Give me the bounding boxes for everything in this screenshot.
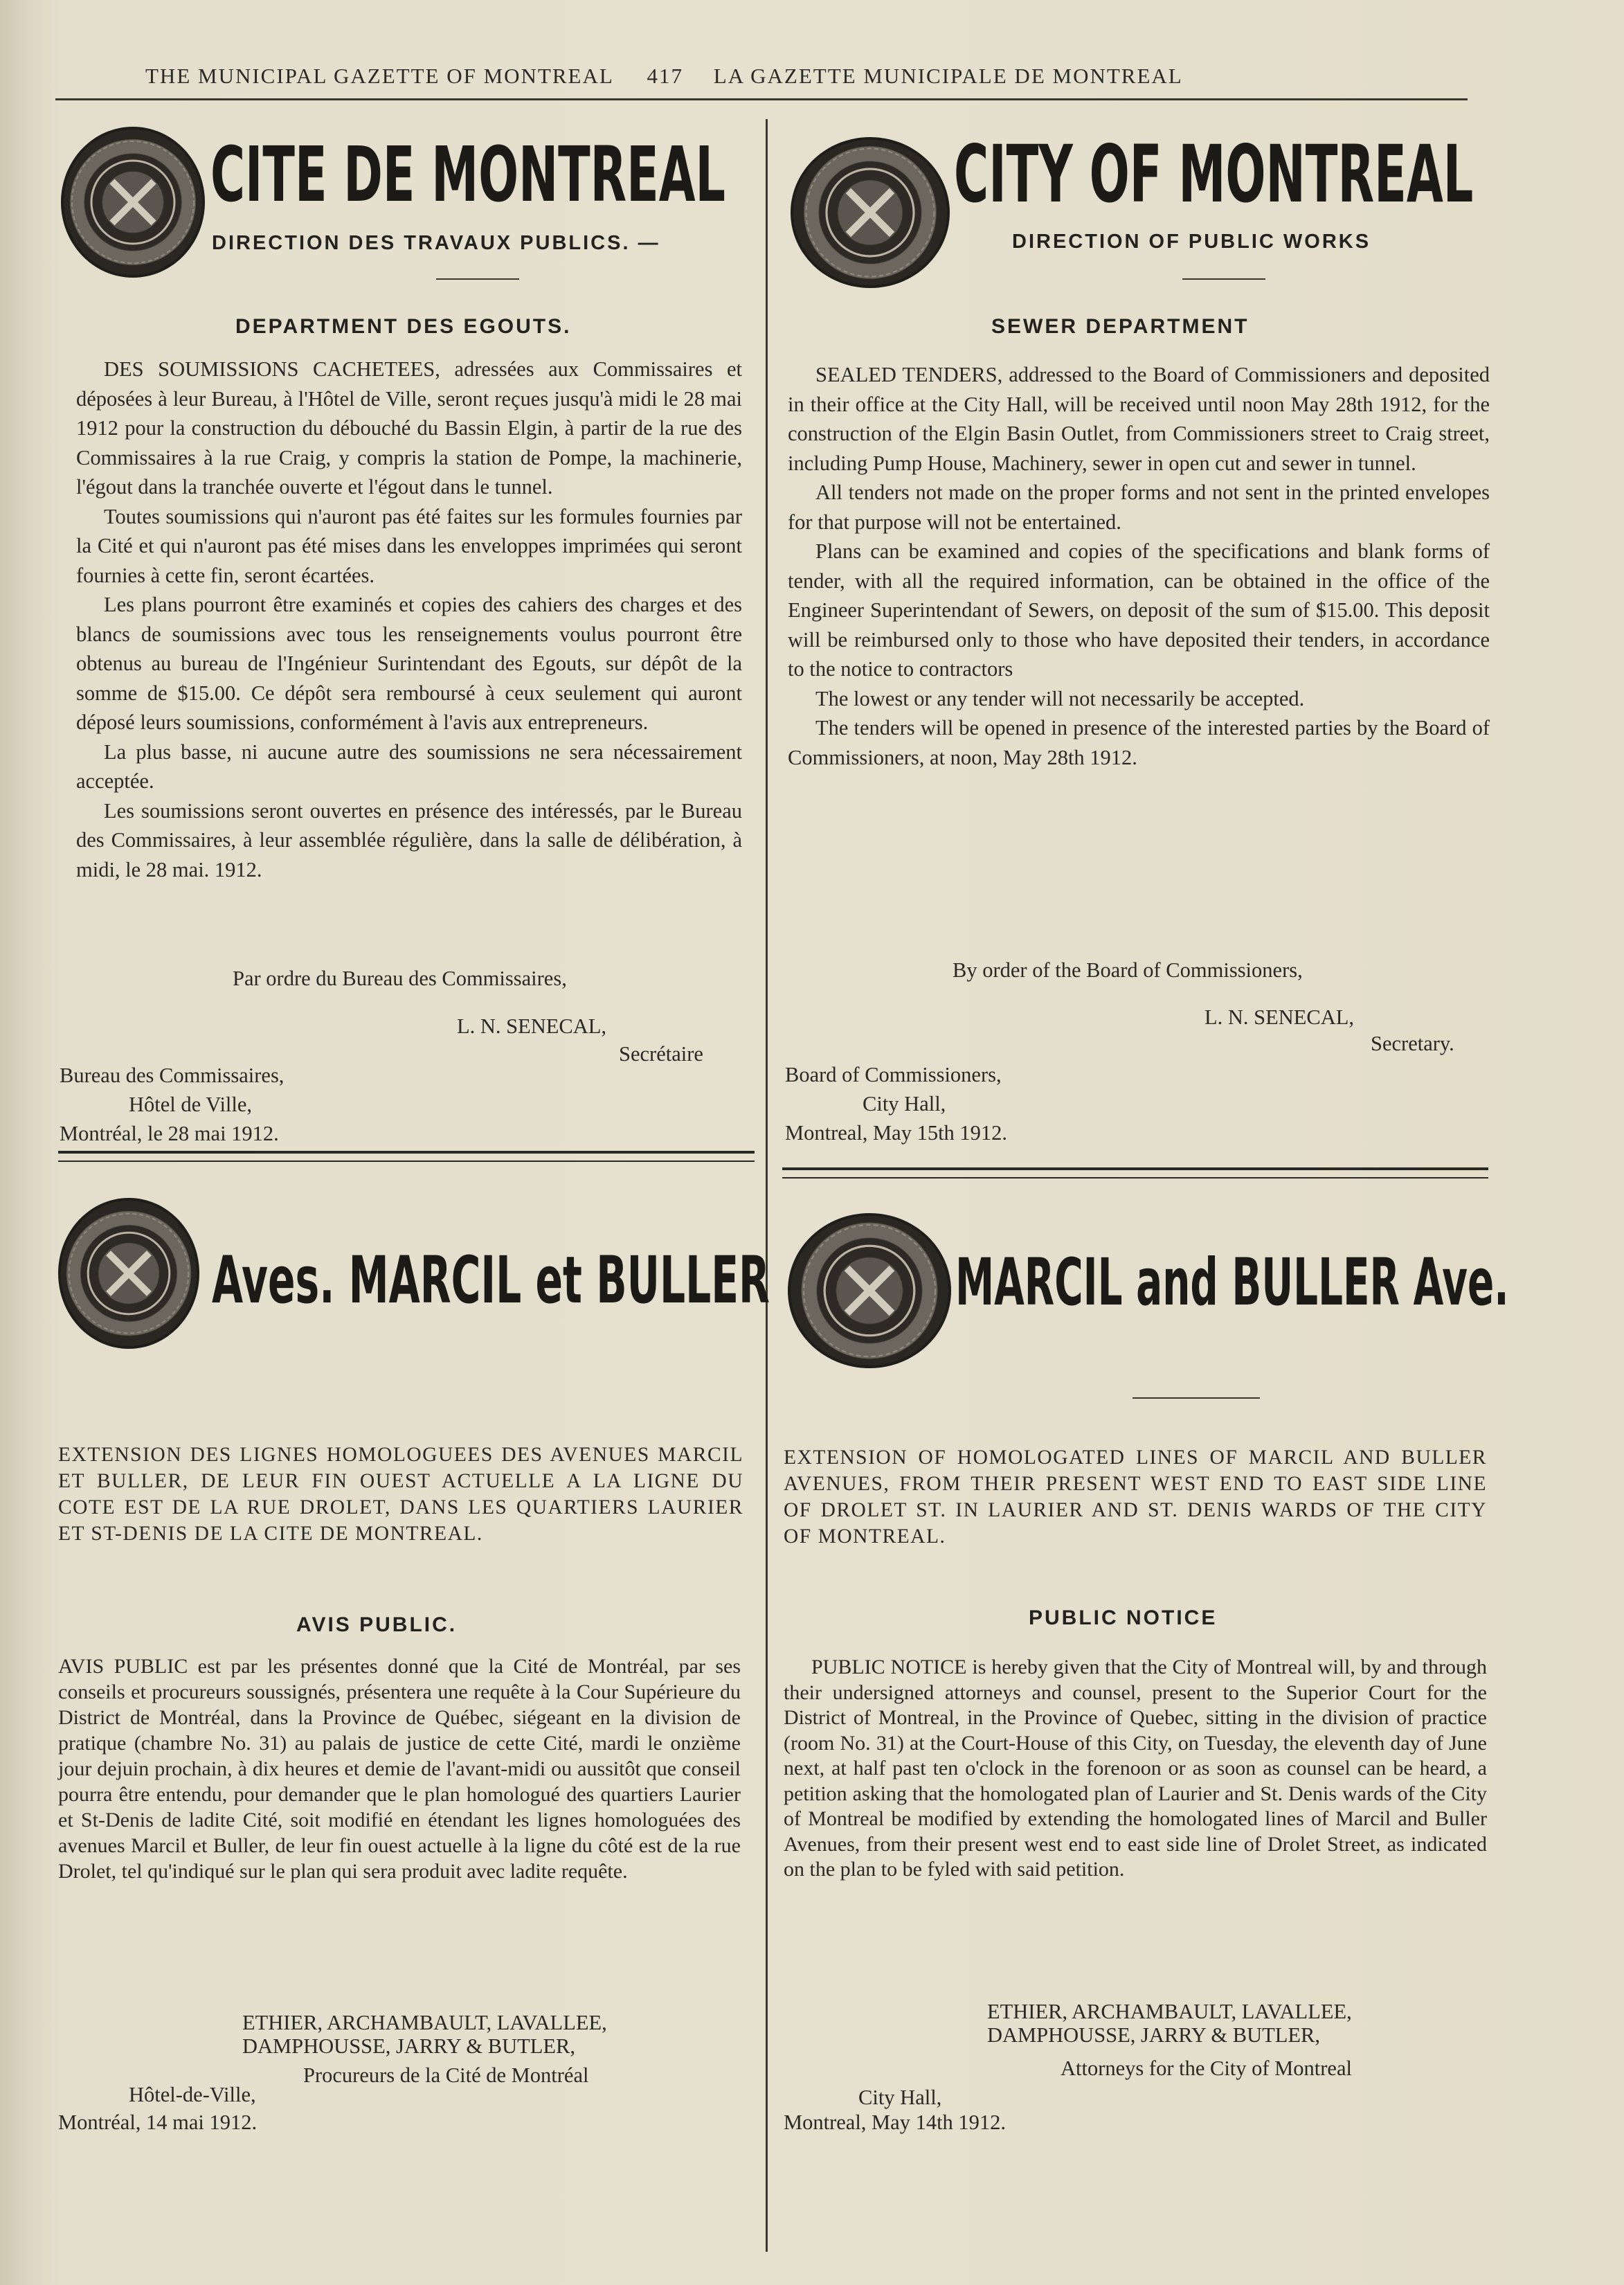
fr-avenues-body	[58, 1654, 741, 1884]
fr-works-body	[76, 355, 742, 884]
fr-avenues-date: Montréal, 14 mai 1912.	[58, 2111, 258, 2134]
paragraph: La plus basse, ni aucune autre des soumissions ne sera nécessairement acceptée.	[76, 740, 742, 793]
notice-separator	[58, 1151, 755, 1162]
paragraph: DES SOUMISSIONS CACHETEES, adressées aux Commissaires et déposées à leur Bureau, à l'Hôtel de Ville, seront reçues jusqu'à midi le 28 mai 1912 pour la construction du débouché du Bassin Elgin, à partir de la rue des Commissaires à la rue Craig, y compris la station de Pompe, la machinerie, l'égout dans la tranchée ouverte et l'égout dans le tunnel.	[76, 357, 742, 499]
fr-avenues-place: Hôtel-de-Ville,	[129, 2083, 256, 2106]
en-avenues-heading: PUBLIC NOTICE	[1029, 1606, 1218, 1629]
en-avenues-signers: ETHIER, ARCHAMBAULT, LAVALLEE,	[987, 2000, 1352, 2023]
en-avenues-body	[784, 1655, 1487, 1883]
en-avenues-caps: EXTENSION OF HOMOLOGATED LINES OF MARCIL AND BULLER AVENUES, FROM THEIR PRESENT WEST END TO EAST SIDE LINE OF DROLET ST. IN LAURIER AND ST. DENIS WARDS OF THE CITY OF MONTREAL.	[784, 1446, 1487, 1548]
fr-avenues-title: Aves. MARCIL et BULLER	[212, 1243, 770, 1318]
paragraph: The lowest or any tender will not necessarily be accepted.	[815, 686, 1305, 710]
paragraph: SEALED TENDERS, addressed to the Board of Commissioners and deposited in their office at the City Hall, will be received until noon May 28th 1912, for the construction of the Elgin Basin Outlet, from Commissioners street to Craig street, including Pump House, Machinery, sewer in open cut and sewer in tunnel.	[788, 363, 1490, 475]
en-works-place: Board of Commissioners,	[785, 1063, 1002, 1086]
fr-works-subtitle: DIRECTION DES TRAVAUX PUBLICS. —	[212, 232, 660, 254]
fr-works-title: CITE DE MONTREAL	[210, 130, 726, 219]
paragraph: Toutes soumissions qui n'auront pas été faites sur les formules fournies par la Cité et qui n'auront pas été mises dans les enveloppes imprimées qui seront fournies à cette fin, seront écartées.	[76, 504, 742, 587]
en-works-signer: L. N. SENECAL,	[1205, 1005, 1355, 1029]
en-works-subtitle: DIRECTION OF PUBLIC WORKS	[1012, 231, 1371, 253]
page-number: 417	[647, 64, 684, 88]
paragraph: PUBLIC NOTICE is hereby given that the City of Montreal will, by and through their undersigned attorneys and counsel, present to the Superior Court for the District of Montreal, in the Province of Quebec, sitting in the division of practice (room No. 31) at the Court-House of this City, on Tuesday, the eleventh day of June next, at half past ten o'clock in the forenoon or as soon as counsel can be heard, a petition asking that the homologated plan of Laurier and St. Denis wards of the City of Montreal be modified by extending the homologated lines of Marcil and Buller Avenues, from their present west end to east side line of Drolet Street, as indicated on the plan to be fyled with said petition.	[784, 1656, 1487, 1881]
en-avenues-place: City Hall,	[858, 2086, 942, 2109]
fr-works-date: Montréal, le 28 mai 1912.	[60, 1122, 279, 1145]
paragraph: Les plans pourront être examinés et copies des cahiers des charges et des blancs de soumissions avec tous les renseignements voulus pourront être obtenus au bureau de l'Ingénieur Surintendant des Egouts, sur dépôt de la somme de $15.00. Ce dépôt sera remboursé à ceux seulement qui auront déposé leurs soumissions, conformément à l'avis aux entrepreneurs.	[76, 593, 742, 734]
fr-avenues-signers: DAMPHOUSSE, JARRY & BUTLER,	[242, 2034, 576, 2058]
fr-works-place: Bureau des Commissaires,	[60, 1064, 285, 1087]
section-rule	[1182, 278, 1265, 280]
fr-works-department: DEPARTMENT DES EGOUTS.	[235, 315, 572, 338]
en-avenues-title: MARCIL and BULLER Ave.	[955, 1245, 1509, 1320]
notice-separator	[782, 1167, 1488, 1179]
fr-works-signer-title: Secrétaire	[619, 1042, 703, 1066]
fr-works-order-line: Par ordre du Bureau des Commissaires,	[233, 967, 567, 990]
header-rule	[55, 98, 1468, 100]
en-works-date: Montreal, May 15th 1912.	[785, 1121, 1008, 1145]
paragraph: AVIS PUBLIC est par les présentes donné que la Cité de Montréal, par ses conseils et procureurs soussignés, présentera une requête à la Cour Supérieure du District de Montréal, dans la Province de Québec, siégeant en la division de pratique (chambre No. 31) au palais de justice de cette Cité, mardi le onzième jour dejuin prochain, à dix heures et demie de l'avant-midi ou aussitôt que conseil pourra être entendu, pour demander que le plan homologué des quartiers Laurier et St-Denis de ladite Cité, soit modifié en étendant les lignes homologuées des avenues Marcil et Buller, de leur fin ouest actuelle à la ligne du côté est de la rue Drolet, tel qu'indiqué sur le plan qui sera produit avec ladite requête.	[58, 1655, 741, 1883]
city-seal-icon	[58, 1198, 199, 1349]
en-works-order-line: By order of the Board of Commissioners,	[953, 958, 1303, 982]
city-seal-icon	[788, 1213, 951, 1368]
section-rule	[1133, 1397, 1260, 1399]
en-works-body	[788, 360, 1490, 772]
en-works-department: SEWER DEPARTMENT	[991, 315, 1249, 338]
fr-works-place: Hôtel de Ville,	[129, 1093, 253, 1116]
en-works-title: CITY OF MONTREAL	[954, 128, 1474, 220]
header-right: LA GAZETTE MUNICIPALE DE MONTREAL	[713, 64, 1183, 88]
fr-works-signer: L. N. SENECAL,	[457, 1014, 607, 1038]
en-works-signer-title: Secretary.	[1371, 1032, 1454, 1055]
fr-avenues-heading: AVIS PUBLIC.	[296, 1613, 458, 1636]
fr-avenues-signers-title: Procureurs de la Cité de Montréal	[303, 2063, 589, 2087]
column-divider	[766, 119, 768, 2252]
running-header	[145, 64, 1391, 89]
en-avenues-signers-title: Attorneys for the City of Montreal	[1061, 2056, 1352, 2080]
header-left: THE MUNICIPAL GAZETTE OF MONTREAL	[145, 64, 614, 88]
paragraph: Les soumissions seront ouvertes en présence des intéressés, par le Bureau des Commissaires, à leur assemblée régulière, dans la salle de délibération, à midi, le 28 mai. 1912.	[76, 798, 742, 881]
paragraph: The tenders will be opened in presence of the interested parties by the Board of Commissioners, at noon, May 28th 1912.	[788, 716, 1490, 769]
en-avenues-signers: DAMPHOUSSE, JARRY & BUTLER,	[987, 2023, 1321, 2047]
city-seal-icon	[61, 127, 205, 278]
section-rule	[436, 278, 519, 280]
paragraph: All tenders not made on the proper forms and not sent in the printed envelopes for that purpose will not be entertained.	[788, 481, 1490, 534]
city-seal-icon	[791, 137, 950, 288]
fr-avenues-signers: ETHIER, ARCHAMBAULT, LAVALLEE,	[242, 2011, 607, 2034]
paragraph: Plans can be examined and copies of the specifications and blank forms of tender, with all the required information, can be obtained in the office of the Engineer Superintendant of Sewers, on deposit of the sum of $15.00. This deposit will be reimbursed only to those who have deposited their tenders, in accordance to the notice to contractors	[788, 539, 1490, 681]
en-works-place: City Hall,	[863, 1092, 946, 1115]
fr-avenues-caps: EXTENSION DES LIGNES HOMOLOGUEES DES AVENUES MARCIL ET BULLER, DE LEUR FIN OUEST ACTUELLE A LA LIGNE DU COTE EST DE LA RUE DROLET, DANS LES QUARTIERS LAURIER ET ST-DENIS DE LA CITE DE MONTREAL.	[58, 1444, 743, 1545]
en-avenues-date: Montreal, May 14th 1912.	[784, 2111, 1007, 2134]
